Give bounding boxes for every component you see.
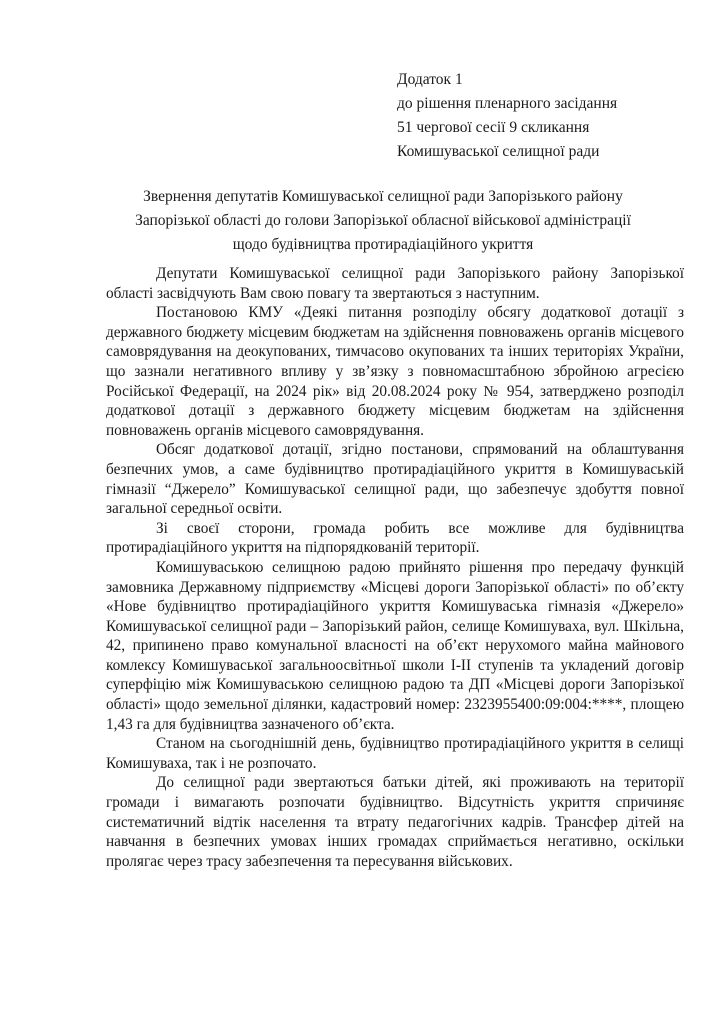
title-line-2: Запорізької області до голови Запорізької обласної військової адміністрації bbox=[135, 212, 631, 229]
appendix-line-2: до рішення пленарного засідання bbox=[397, 95, 618, 112]
document-title bbox=[90, 185, 676, 257]
title-line-3: щодо будівництва протирадіаційного укриття bbox=[232, 236, 534, 253]
appendix-line-3: 51 чергової сесії 9 скликання bbox=[397, 119, 590, 136]
appendix-header bbox=[397, 68, 697, 164]
appendix-line-1: Додаток 1 bbox=[397, 71, 463, 88]
paragraph: Комишуваською селищною радою прийнято рішення про передачу функцій замовника Державному підприємству «Місцеві дороги Запорізької області» по об’єкту «Нове будівництво протирадіаційного укриття Комишуваська гімназія «Джерело» Комишуваської селищної ради – Запорізький район, селище Комишуваха, вул. Шкільна, 42, припинено право комунальної власності на об’єкт нерухомого майна майнового комлексу Комишуваської загальноосвітньої школи І-ІІ ступенів та укладений договір суперфіцію між Комишуваською селищною радою та ДП «Місцеві дороги Запорізької області» щодо земельної ділянки, кадастровий номер: 2323955400:09:004:****, площею 1,43 га для будівництва зазначеного об’єкта. bbox=[106, 558, 684, 733]
paragraph: Станом на сьогоднішній день, будівництво протирадіаційного укриття в селищі Комишуваха, так і не розпочато. bbox=[106, 735, 684, 772]
paragraph: До селищної ради звертаються батьки дітей, які проживають на території громади і вимагають розпочати будівництво. Відсутність укриття спричиняє систематичний відтік населення та втрату педагогічних кадрів. Трансфер дітей на навчання в безпечних умовах інших громадах сприймається негативно, оскільки пролягає через трасу забезпечення та пересування військових. bbox=[106, 774, 684, 870]
paragraph: Постановою КМУ «Деякі питання розподілу обсягу додаткової дотації з державного бюджету місцевим бюджетам на здійснення повноважень органів місцевого самоврядування на деокупованих, тимчасово окупованих та інших територіях України, що зазнали негативного впливу у зв’язку з повномасштабною збройною агресією Російської Федерації, на 2024 рік» від 20.08.2024 року № 954, затверджено розподіл додаткової дотації з державного бюджету місцевим бюджетам на здійснення повноважень органів місцевого самоврядування. bbox=[106, 304, 684, 439]
document-body bbox=[106, 264, 684, 871]
paragraph: Зі своєї сторони, громада робить все можливе для будівництва протирадіаційного укриття на підпорядкованій території. bbox=[106, 519, 684, 557]
paragraph: Депутати Комишуваської селищної ради Запорізького району Запорізької області засвідчують Вам свою повагу та звертаються з наступним. bbox=[106, 265, 684, 302]
paragraph: Обсяг додаткової дотації, згідно постанови, спрямований на облаштування безпечних умов, а саме будівництво протирадіаційного укриття в Комишуваській гімназії “Джерело” Комишуваської селищної ради, що забезпечує здобуття повної загальної середньої освіти. bbox=[106, 441, 684, 518]
appendix-line-4: Комишуваської селищної ради bbox=[397, 143, 600, 160]
title-line-1: Звернення депутатів Комишуваської селищної ради Запорізького району bbox=[143, 188, 623, 205]
